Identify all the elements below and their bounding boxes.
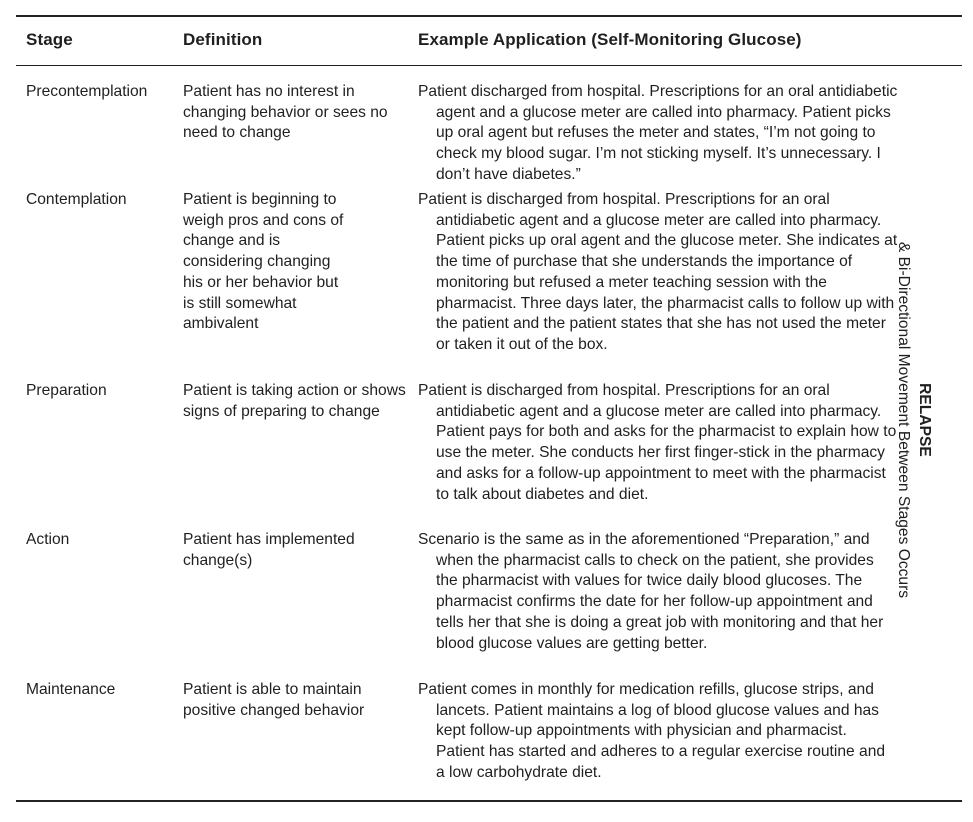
- row-precontemplation-example: Patient discharged from hospital. Prescriptions for an oral antidiabetic agent and a glucose meter are called into pharmacy. Patient picks up oral agent but refuses the meter and states, “I’m not going to check my blood sugar. I’m not sticking myself. It’s unnecessary. I don’t have diabetes.”: [418, 83, 898, 183]
- header-divider: [16, 65, 962, 66]
- row-preparation-example: Patient is discharged from hospital. Prescriptions for an oral antidiabetic agent and a glucose meter are called into pharmacy. Patient pays for both and asks for the pharmacist to explain how to use the meter. She conducts her first finger-stick in the pharmacy and asks for a follow-up appointment to meet with the pharmacist to talk about diabetes and diet.: [418, 382, 897, 503]
- row-maintenance-definition: Patient is able to maintain positive changed behavior: [183, 681, 365, 719]
- row-contemplation-stage: Contemplation: [26, 191, 127, 208]
- column-header-stage: Stage: [26, 30, 73, 49]
- bidirectional-movement-label: & Bi-Directional Movement Between Stages Occurs: [895, 241, 912, 599]
- row-precontemplation-definition: Patient has no interest in changing behavior or sees no need to change: [183, 83, 388, 142]
- row-preparation-stage: Preparation: [26, 382, 107, 399]
- row-action-stage: Action: [26, 531, 70, 548]
- relapse-label: RELAPSE: [916, 383, 933, 457]
- column-header-example: Example Application (Self-Monitoring Glucose): [418, 30, 802, 49]
- row-action-example: Scenario is the same as in the aforementioned “Preparation,” and when the pharmacist calls to check on the patient, she provides the pharmacist with values for twice daily blood glucoses. The pharmacist confirms the date for her follow-up appointment and tells her that she is doing a great job with monitoring and that her blood glucose values are getting better.: [418, 531, 884, 652]
- row-preparation-definition: Patient is taking action or shows signs of preparing to change: [183, 382, 406, 420]
- row-contemplation-definition: Patient is beginning to weigh pros and cons of change and is considering changing his or her behavior but is still somewhat ambivalent: [183, 191, 344, 333]
- row-maintenance-stage: Maintenance: [26, 681, 116, 698]
- row-maintenance-example: Patient comes in monthly for medication refills, glucose strips, and lancets. Patient maintains a log of blood glucose values and has kept follow-up appointments with physician and pharmacist. Patient has started and adheres to a regular exercise routine and a low carbohydrate diet.: [418, 681, 886, 781]
- table-bottom-rule: [16, 800, 962, 802]
- column-header-definition: Definition: [183, 30, 263, 49]
- row-contemplation-example: Patient is discharged from hospital. Prescriptions for an oral antidiabetic agent and a glucose meter are called into pharmacy. Patient picks up oral agent and the glucose meter. She indicates at the time of purchase that she understands the importance of monitoring but refused a meter teaching session with the pharmacist. Three days later, the pharmacist calls to follow up with the patient and the patient states that she has not used the meter or taken it out of the box.: [418, 191, 898, 353]
- row-action-definition: Patient has implemented change(s): [183, 531, 355, 569]
- table-top-rule: [16, 15, 962, 17]
- row-precontemplation-stage: Precontemplation: [26, 83, 148, 100]
